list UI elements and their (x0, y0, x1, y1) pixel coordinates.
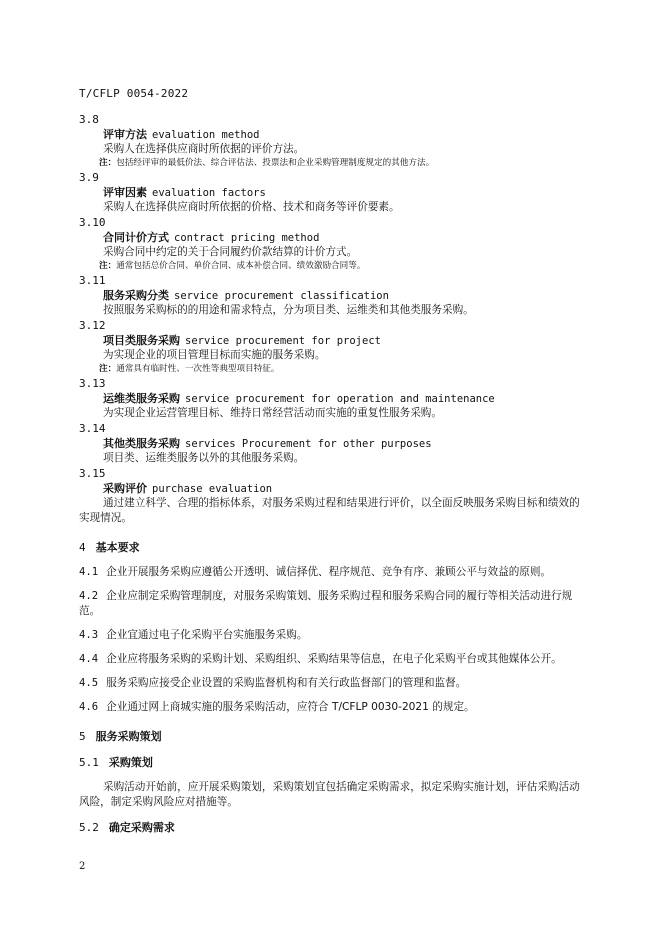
term-note (99, 363, 589, 376)
term-chinese: 采购评价 (103, 482, 147, 495)
term-note (99, 157, 589, 170)
term-title (103, 333, 589, 348)
subsection-number: 5.2 (79, 821, 99, 834)
term-title (103, 185, 589, 200)
term-title (103, 288, 589, 303)
section-number: 5 (79, 730, 86, 743)
term-title (103, 436, 589, 451)
term-definition: 采购人在选择供应商时所依据的价格、技术和商务等评价要素。 (103, 201, 400, 213)
document-content (79, 112, 589, 836)
subsection-heading (79, 820, 589, 836)
term-definition: 采购人在选择供应商时所依据的评价方法。 (103, 143, 305, 155)
term-english: evaluation factors (152, 187, 266, 199)
term-definition: 采购合同中约定的关于合同履约价款结算的计价方式。 (103, 246, 358, 258)
term-english: service procurement for project (185, 335, 381, 347)
term-definition: 通过建立科学、合理的指标体系，对服务采购过程和结果进行评价，以全面反映服务采购目标和绩效的实现情况。 (79, 497, 580, 524)
term-english: service procurement classification (174, 290, 389, 302)
term-english: evaluation method (152, 129, 260, 141)
term-english: service procurement for operation and maintenance (185, 393, 495, 405)
term-chinese: 合同计价方式 (103, 231, 169, 244)
subsection-number: 5.1 (79, 756, 99, 769)
clause-paragraph (79, 565, 589, 580)
term-number: 3.10 (79, 216, 106, 229)
section-title: 基本要求 (95, 541, 140, 554)
term-english: contract pricing method (174, 232, 320, 244)
term-english: services Procurement for other purposes (185, 438, 432, 450)
term-definition: 按照服务采购标的的用途和需求特点，分为项目类、运维类和其他类服务采购。 (103, 304, 474, 316)
term-definition: 为实现企业的项目管理目标而实施的服务采购。 (103, 349, 326, 361)
clause-text: 企业宜通过电子化采购平台实施服务采购。 (106, 629, 308, 641)
term-title (103, 230, 589, 245)
term-chinese: 其他类服务采购 (103, 437, 180, 450)
term-title (103, 391, 589, 406)
term-entry (79, 376, 589, 421)
term-chinese: 运维类服务采购 (103, 392, 180, 405)
clause-text: 企业应制定采购管理制度，对服务采购策划、服务采购过程和服务采购合同的履行等相关活动进行规范。 (79, 590, 573, 617)
clause-number: 4.1 (79, 566, 99, 578)
clause-paragraph (79, 589, 589, 619)
clause-number: 4.2 (79, 590, 99, 602)
term-number: 3.12 (79, 319, 106, 332)
term-chinese: 服务采购分类 (103, 289, 169, 302)
term-entry (79, 318, 589, 376)
term-chinese: 评审因素 (103, 186, 147, 199)
subsection-heading (79, 755, 589, 771)
term-number: 3.14 (79, 422, 106, 435)
term-entry (79, 421, 589, 466)
note-label: 注： (99, 261, 117, 271)
term-chinese: 项目类服务采购 (103, 334, 180, 347)
term-entry (79, 112, 589, 170)
note-text: 通常具有临时性、一次性等典型项目特征。 (116, 364, 280, 374)
clause-text: 服务采购应接受企业设置的采购监督机构和有关行政监督部门的管理和监督。 (106, 677, 467, 689)
note-text: 包括经评审的最低价法、综合评估法、投票法和企业采购管理制度规定的其他方法。 (116, 158, 435, 168)
note-label: 注： (99, 364, 117, 374)
term-title (103, 481, 589, 496)
body-paragraph: 采购活动开始前，应开展采购策划，采购策划宜包括确定采购需求，拟定采购实施计划，评估采购活动风险，制定采购风险应对措施等。 (79, 781, 580, 808)
term-entry (79, 215, 589, 273)
page-number: 2 (79, 861, 86, 872)
clause-paragraph (79, 628, 589, 643)
term-chinese: 评审方法 (103, 128, 147, 141)
term-number: 3.8 (79, 113, 99, 126)
term-english: purchase evaluation (152, 483, 273, 495)
clause-text: 企业开展服务采购应遵循公开透明、诚信择优、程序规范、竞争有序、兼顾公平与效益的原则。 (106, 566, 552, 578)
term-number: 3.11 (79, 274, 106, 287)
term-note (99, 260, 589, 273)
term-title (103, 127, 589, 142)
clause-number: 4.3 (79, 629, 99, 641)
section-number: 4 (79, 541, 86, 554)
clause-number: 4.6 (79, 701, 99, 713)
clause-number: 4.4 (79, 653, 99, 665)
document-code-header: T/CFLP 0054-2022 (79, 87, 189, 100)
term-number: 3.9 (79, 171, 99, 184)
section-title: 服务采购策划 (95, 730, 162, 743)
section-heading (79, 729, 589, 745)
term-entry (79, 170, 589, 215)
clause-paragraph (79, 676, 589, 691)
clause-paragraph (79, 652, 589, 667)
subsection-title: 确定采购需求 (108, 821, 175, 834)
note-text: 通常包括总价合同、单价合同、成本补偿合同、绩效激励合同等。 (116, 261, 366, 271)
clause-paragraph (79, 700, 589, 715)
term-definition: 项目类、运维类服务以外的其他服务采购。 (103, 452, 305, 464)
clause-text: 企业通过网上商城实施的服务采购活动，应符合 T/CFLP 0030-2021 的规定。 (106, 701, 475, 713)
note-label: 注： (99, 158, 117, 168)
term-number: 3.15 (79, 467, 106, 480)
term-definition: 为实现企业运营管理目标、维持日常经营活动而实施的重复性服务采购。 (103, 407, 442, 419)
term-entry (79, 273, 589, 318)
term-number: 3.13 (79, 377, 106, 390)
clause-text: 企业应将服务采购的采购计划、采购组织、采购结果等信息，在电子化采购平台或其他媒体公开。 (106, 653, 562, 665)
term-entry (79, 466, 589, 526)
clause-number: 4.5 (79, 677, 99, 689)
subsection-title: 采购策划 (108, 756, 153, 769)
section-heading (79, 540, 589, 556)
